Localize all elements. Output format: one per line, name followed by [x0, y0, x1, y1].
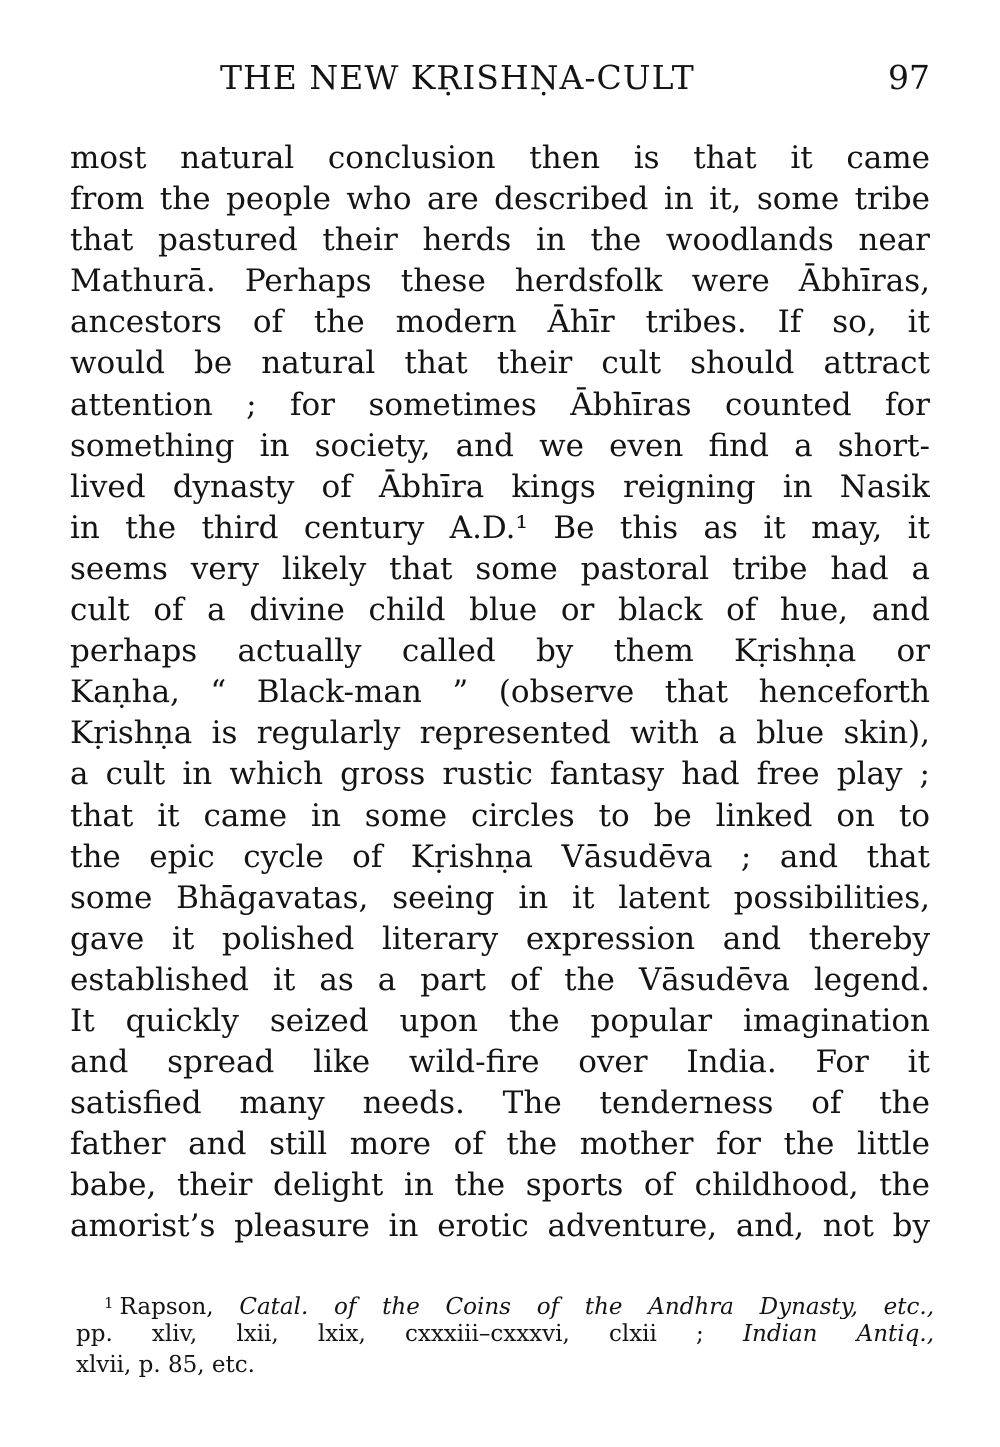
text-line: father and still more of the mother for the little [70, 1126, 930, 1163]
text-line: perhaps actually called by them Kṛishṇa or [70, 633, 930, 670]
footnote [76, 1288, 934, 1381]
footnote-pages: pp. xliv, lxii, lxix, cxxxiii–cxxxvi, clxii ; [76, 1321, 743, 1347]
text-line: that it came in some circles to be linked on to [70, 797, 930, 834]
text-line: lived dynasty of Ābhīra kings reigning in Nasik [70, 468, 930, 505]
text-line: from the people who are described in it, some tribe [70, 181, 930, 218]
text-line: seems very likely that some pastoral tribe had a [70, 550, 930, 587]
text-line: in the third century A.D.¹ Be this as it may, it [70, 509, 930, 546]
text-line: Kaṇha, “ Black-man ” (observe that henceforth [70, 674, 930, 711]
text-line: ancestors of the modern Āhīr tribes. If so, it [70, 304, 930, 341]
text-line: babe, their delight in the sports of childhood, the [70, 1167, 930, 1204]
text-line: satisfied many needs. The tenderness of the [70, 1085, 930, 1122]
text-line: cult of a divine child blue or black of hue, and [70, 592, 930, 629]
text-line: would be natural that their cult should attract [70, 345, 930, 382]
footnote-author: Rapson, [119, 1294, 240, 1319]
running-head [70, 58, 930, 108]
page-number: 97 [888, 58, 930, 97]
text-line: and spread like wild-fire over India. For it [70, 1044, 930, 1081]
text-line: attention ; for sometimes Ābhīras counted for [70, 386, 930, 423]
footnote-line: xlvii, p. 85, etc. [76, 1352, 255, 1378]
text-line: a cult in which gross rustic fantasy had free play ; [70, 756, 930, 793]
text-line: some Bhāgavatas, seeing in it latent possibilities, [70, 879, 930, 916]
footnote-title: Catal. of the Coins of the Andhra Dynasty, etc., [239, 1294, 934, 1319]
footnote-journal: Indian Antiq., [742, 1321, 934, 1347]
footnote-marker: 1 [104, 1294, 114, 1312]
text-line: It quickly seized upon the popular imagination [70, 1002, 930, 1039]
text-line: established it as a part of the Vāsudēva legend. [70, 961, 930, 998]
text-line: Kṛishṇa is regularly represented with a blue skin), [70, 715, 930, 752]
text-line: that pastured their herds in the woodlands near [70, 222, 930, 259]
text-line: amorist’s pleasure in erotic adventure, and, not by [70, 1208, 930, 1245]
running-title: THE NEW KṚISHṆA-CULT [220, 58, 695, 97]
text-line: Mathurā. Perhaps these herdsfolk were Ābhīras, [70, 263, 930, 300]
body-text [70, 138, 930, 1248]
footnote-line [76, 1319, 934, 1350]
text-line: the epic cycle of Kṛishṇa Vāsudēva ; and that [70, 838, 930, 875]
text-line: gave it polished literary expression and thereby [70, 920, 930, 957]
footnote-line [76, 1288, 934, 1319]
text-line: something in society, and we even find a short- [70, 427, 930, 464]
text-line: most natural conclusion then is that it came [70, 140, 930, 176]
